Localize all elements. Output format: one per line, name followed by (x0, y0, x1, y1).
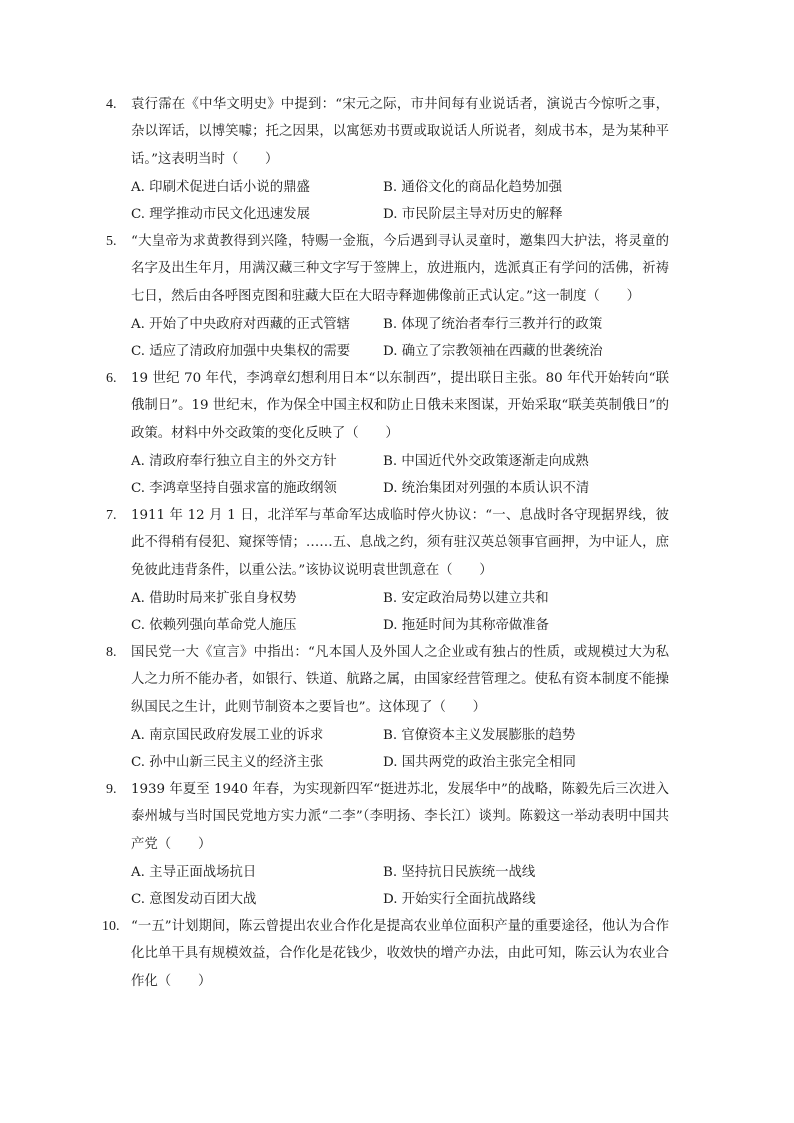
question-stem: 1911 年 12 月 1 日，北洋军与革命军达成临时停火协议：“一、息战时各守现据界线，彼此不得稍有侵犯、窥探等情；……五、息战之约，须有驻汉英总领事官画押，为中证人，庶免彼此违背条件，以重公法。”该协议说明袁世凯意在（ ） (131, 508, 669, 578)
options-row (0, 475, 794, 502)
option-b: B. 官僚资本主义发展膨胀的趋势 (383, 728, 576, 743)
question-number: 10. (102, 919, 120, 934)
question-stem: 国民党一大《宣言》中指出：“凡本国人及外国人之企业或有独占的性质，或规模过大为私人之力所不能办者，如银行、铁道、航路之属，由国家经营管理之。使私有资本制度不能操纵国民之生计，此则节制资本之要旨也”。这体现了（ ） (131, 645, 669, 715)
option-b: B. 坚持抗日民族统一战线 (383, 865, 536, 880)
option-c: C. 李鸿章坚持自强求富的施政纲领 (131, 481, 337, 496)
options-row (0, 722, 794, 749)
option-a: A. 开始了中央政府对西藏的正式管辖 (131, 317, 351, 332)
options-row (0, 585, 794, 612)
option-d: D. 拖延时间为其称帝做准备 (383, 618, 550, 633)
question-stem: “大皇帝为求黄教得到兴隆，特赐一金瓶，今后遇到寻认灵童时，邀集四大护法，将灵童的名字及出生年月，用满汉藏三种文字写于签牌上，放进瓶内，选派真正有学问的活佛，祈祷七日，然后由各呼图克图和驻藏大臣在大昭寺释迦佛像前正式认定。”这一制度（ ） (131, 234, 669, 304)
option-a: A. 清政府奉行独立自主的外交方针 (131, 454, 337, 469)
option-d: D. 确立了宗教领袖在西藏的世袭统治 (383, 344, 603, 359)
option-d: D. 国共两党的政治主张完全相同 (383, 755, 576, 770)
question-number: 9. (106, 782, 117, 797)
question-stem: 袁行霈在《中华文明史》中提到：“宋元之际，市井间每有业说话者，演说古今惊听之事，杂以诨话，以博笑噱；托之因果，以寓惩劝书贾或取说话人所说者，刻成书本，是为某种平话。”这表明当时（ ） (131, 97, 669, 167)
option-c: C. 意图发动百团大战 (131, 892, 257, 907)
option-c: C. 适应了清政府加强中央集权的需要 (131, 344, 351, 359)
option-c: C. 理学推动市民文化迅速发展 (131, 207, 310, 222)
option-b: B. 体现了统治者奉行三教并行的政策 (383, 317, 603, 332)
question-number: 5. (106, 234, 117, 249)
question-number: 6. (106, 371, 117, 386)
option-b: B. 安定政治局势以建立共和 (383, 591, 549, 606)
question-stem: 1939 年夏至 1940 年春，为实现新四军“挺进苏北，发展华中”的战略，陈毅先后三次进入泰州城与当时国民党地方实力派“二李”（李明扬、李长江）谈判。陈毅这一举动表明中国共产党（ ） (131, 782, 669, 852)
options-row (0, 612, 794, 639)
option-c: C. 孙中山新三民主义的经济主张 (131, 755, 324, 770)
options-row (0, 859, 794, 886)
options-row (0, 338, 794, 365)
option-d: D. 统治集团对列强的本质认识不清 (383, 481, 590, 496)
question-number: 7. (106, 508, 117, 523)
option-a: A. 南京国民政府发展工业的诉求 (131, 728, 324, 743)
options-row (0, 174, 794, 201)
options-row (0, 749, 794, 776)
options-row (0, 311, 794, 338)
option-d: D. 开始实行全面抗战路线 (383, 892, 536, 907)
options-row (0, 201, 794, 228)
option-b: B. 通俗文化的商品化趋势加强 (383, 180, 563, 195)
question-number: 8. (106, 645, 117, 660)
option-c: C. 依赖列强向革命党人施压 (131, 618, 297, 633)
option-a: A. 主导正面战场抗日 (131, 865, 257, 880)
question-stem: “一五”计划期间，陈云曾提出农业合作化是提高农业单位面积产量的重要途径，他认为合作化比单干具有规模效益，合作化是花钱少，收效快的增产办法，由此可知，陈云认为农业合作化（ ） (131, 919, 669, 989)
option-d: D. 市民阶层主导对历史的解释 (383, 207, 563, 222)
option-a: A. 借助时局来扩张自身权势 (131, 591, 297, 606)
question-number: 4. (106, 97, 117, 112)
option-a: A. 印刷术促进白话小说的鼎盛 (131, 180, 310, 195)
options-row (0, 886, 794, 913)
option-b: B. 中国近代外交政策逐渐走向成熟 (383, 454, 589, 469)
options-row (0, 448, 794, 475)
question-stem: 19 世纪 70 年代，李鸿章幻想利用日本“以东制西”，提出联日主张。80 年代开始转向“联俄制日”。19 世纪末，作为保全中国主权和防止日俄未来图谋，开始采取“联美英制俄日”的政策。材料中外交政策的变化反映了（ ） (131, 371, 669, 441)
